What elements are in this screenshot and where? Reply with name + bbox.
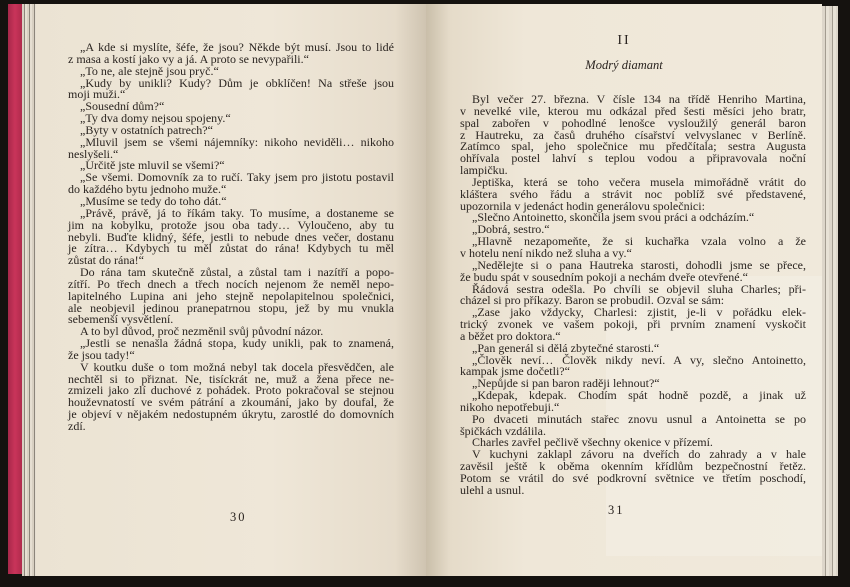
text-line: „Určitě jste mluvil se všemi?“ bbox=[80, 158, 225, 173]
text-line: „Kdepak, kdepak. Chodím spát hodně pozdě, a jinak už bbox=[472, 388, 806, 403]
text-line: Potom se vrátil do své podkrovní světnice ve třetím poschodí, bbox=[460, 471, 806, 485]
text-line: Do rána tam skutečně zůstal, a zůstal tam i nazítří a popo- bbox=[80, 265, 394, 280]
text-line: je objeví v nějakém nedostupném úkrytu, zarostlé do domovních bbox=[68, 407, 394, 422]
text-line: jim na kobylku, protože jsou oba tady… Vyloučeno, aby tu bbox=[68, 217, 394, 232]
chapter-title: Modrý diamant bbox=[585, 58, 663, 72]
right-page bbox=[426, 4, 822, 576]
page-edges-right bbox=[822, 6, 838, 576]
text-line: „Pan generál si dělá zbytečné starosti.“ bbox=[472, 340, 660, 355]
text-line: že jsou tady!“ bbox=[68, 347, 135, 362]
paragraph bbox=[460, 236, 806, 260]
text-line: ulehl a usnul. bbox=[460, 482, 525, 497]
book-spine-red-cover bbox=[8, 4, 22, 574]
text-line: kampak jsme dočetli?“ bbox=[460, 364, 570, 379]
text-line: „Se všemi. Domovník za to ručí. Taky jsem pro jistotu postavil bbox=[80, 170, 394, 185]
paragraph bbox=[68, 205, 394, 268]
text-line: z Hautreku, za časů druhého císařství velvyslanec v Berlíně. bbox=[460, 127, 806, 142]
text-line: Byl večer 27. března. V čísle 134 na třídě Henriho Martina, bbox=[472, 92, 806, 106]
text-line: V koutku duše o tom možná nebyl tak docela přesvědčen, ale bbox=[80, 359, 394, 374]
paragraph bbox=[460, 94, 806, 177]
text-line: „To ne, ale stejně jsou pryč.“ bbox=[80, 63, 219, 78]
text-line: neslyšeli.“ bbox=[68, 146, 119, 161]
text-line: „Jestli se nenašla žádná stopa, kudy unikli, pak to znamená, bbox=[80, 336, 394, 351]
text-line: houževnatostí ve svém pátrání a zkoumání, jako by doufal, že bbox=[68, 395, 394, 410]
text-line: „Dobrá, sestro.“ bbox=[472, 222, 550, 237]
text-line: „Kudy by unikli? Kudy? Dům je obklíčen! Na střeše jsou bbox=[80, 75, 394, 90]
text-line: Po dvaceti minutách stařec znovu usnul a Antoinetta se po bbox=[472, 411, 806, 426]
paragraph bbox=[460, 411, 806, 438]
paragraph bbox=[68, 267, 394, 326]
text-line: v hotelu není nikdo než sluha a vy.“ bbox=[460, 245, 632, 260]
page-number-right: 31 bbox=[608, 503, 625, 517]
text-line: nikoho nepotřebuji.“ bbox=[460, 399, 560, 414]
paragraph bbox=[460, 352, 806, 379]
text-line: ale neobjevil jedinou pranepatrnou stopu, jež by mu vnukla bbox=[68, 300, 394, 315]
text-line: A to byl důvod, proč nezměnil svůj původní názor. bbox=[80, 324, 324, 339]
text-line: Charles zavřel pečlivě všechny okenice v přízemí. bbox=[472, 435, 713, 450]
text-line: Řádová sestra odešla. Po chvíli se objevil sluha Charles; při- bbox=[472, 281, 806, 296]
text-line: zítří. Po třech dnech a třech nocích nejenom že neměl nepo- bbox=[68, 276, 394, 291]
paragraph bbox=[460, 307, 806, 343]
page-edges-left bbox=[22, 4, 36, 576]
text-line: Jeptiška, která se toho večera musela mimořádně vrátit do bbox=[472, 174, 806, 189]
text-line: „Sousední dům?“ bbox=[80, 99, 165, 114]
paragraph bbox=[460, 449, 806, 496]
text-line: sebemenší vysvětlení. bbox=[68, 312, 174, 327]
text-line: „Hlavně nezapomeňte, že si kuchařka vzala volno a že bbox=[472, 234, 806, 249]
paragraph bbox=[68, 338, 394, 362]
text-line: zdí. bbox=[68, 419, 86, 433]
text-line: „Člověk neví… Člověk nikdy neví. A vy, slečno Antoinetto, bbox=[472, 352, 806, 367]
text-line: že budu spát v sousedním pokoji a nechám dveře otevřené.“ bbox=[460, 269, 748, 284]
text-line: kláštera svého řádu a strávit noc poblíž své představené, bbox=[460, 186, 806, 201]
text-line: „A kde si myslíte, šéfe, že jsou? Někde být musí. Jsou to lidé bbox=[80, 40, 394, 54]
text-line: „Mluvil jsem se všemi nájemníky: nikoho neviděli… nikoho bbox=[80, 134, 394, 149]
text-line: nebyli. Buďte klidný, šéfe, jestli to nebude dnes večer, dostanu bbox=[68, 229, 394, 244]
text-line: špičkách vzdálila. bbox=[460, 423, 546, 438]
paragraph bbox=[460, 281, 806, 308]
paragraph bbox=[460, 390, 806, 414]
text-line: „Právě, právě, já to říkám taky. To musíme, a dostaneme se bbox=[80, 205, 394, 220]
paragraph bbox=[68, 75, 394, 102]
text-line: trický zvonek ve vašem pokoji, při prvním znamení vyskočit bbox=[460, 317, 806, 332]
text-line: spal zabořen v pohodlné lenošce vysloužilý generál baron bbox=[460, 115, 806, 130]
left-page-text bbox=[68, 42, 394, 433]
paragraph bbox=[68, 134, 394, 161]
text-line: ohřívala postel lahví s teplou vodou a připravovala noční bbox=[460, 151, 806, 166]
left-page bbox=[36, 4, 426, 576]
text-line: v nevelké vile, kterou mu odkázal před šesti měsíci jeho bratr, bbox=[460, 103, 806, 118]
text-line: z masa a kostí jako vy a já. A proto se nevypařili.“ bbox=[68, 51, 309, 66]
text-line: zavěsil ještě k oběma okenním křídlům bezpečnostní řetěz. bbox=[460, 459, 806, 474]
text-line: zůstat do rána!“ bbox=[68, 253, 144, 268]
paragraph bbox=[460, 257, 806, 284]
page-number-left: 30 bbox=[230, 510, 247, 524]
text-line: „Musíme se tedy do toho dát.“ bbox=[80, 193, 227, 208]
text-line: upozornila v jedenáct hodin generálovu společnici: bbox=[460, 198, 705, 213]
paragraph bbox=[68, 172, 394, 196]
text-line: je zítra… Kdybych tu měl zůstat do rána! Kdybych tu měl bbox=[68, 241, 394, 256]
paragraph bbox=[460, 174, 806, 213]
text-line: „Nedělejte si o pana Hautreka starosti, dohodli jsme se přece, bbox=[472, 257, 806, 272]
text-line: do každého bytu jednoho muže.“ bbox=[68, 182, 227, 197]
text-line: zmizeli jako zlí duchové z pohádek. Proto pokračoval se stejnou bbox=[68, 383, 394, 398]
text-line: lapitelného Lupina ani jeho stejně nepolapitelnou společnici, bbox=[68, 288, 394, 303]
text-line: „Nepůjde si pan baron raději lehnout?“ bbox=[472, 376, 660, 391]
right-page-text bbox=[460, 94, 806, 497]
text-line: Zatímco spal, jeho společnice mu předčítala; sestra Augusta bbox=[460, 139, 806, 154]
text-line: lampičku. bbox=[460, 163, 508, 178]
paragraph bbox=[68, 42, 394, 66]
text-line: „Slečno Antoinetto, skončila jsem svou práci a odcházím.“ bbox=[472, 210, 755, 225]
paragraph bbox=[68, 359, 394, 433]
text-line: V kuchyni zaklapl závoru na dveřích do zahrady a v hale bbox=[472, 447, 806, 462]
text-line: moji muži.“ bbox=[68, 87, 126, 102]
text-line: „Zase jako vždycky, Charlesi: zjistit, je-li v pořádku elek- bbox=[472, 305, 806, 320]
chapter-number: II bbox=[617, 33, 631, 48]
text-line: a běžet pro doktora.“ bbox=[460, 328, 561, 343]
text-line: cházel si pro příkazy. Baron se probudil. Ozval se sám: bbox=[460, 293, 725, 308]
text-line: „Byty v ostatních patrech?“ bbox=[80, 122, 213, 137]
text-line: „Ty dva domy nejsou spojeny.“ bbox=[80, 111, 231, 126]
text-line: nechtěl si to přiznat. Ne, tisíckrát ne, muž a žena přece ne- bbox=[68, 371, 394, 386]
